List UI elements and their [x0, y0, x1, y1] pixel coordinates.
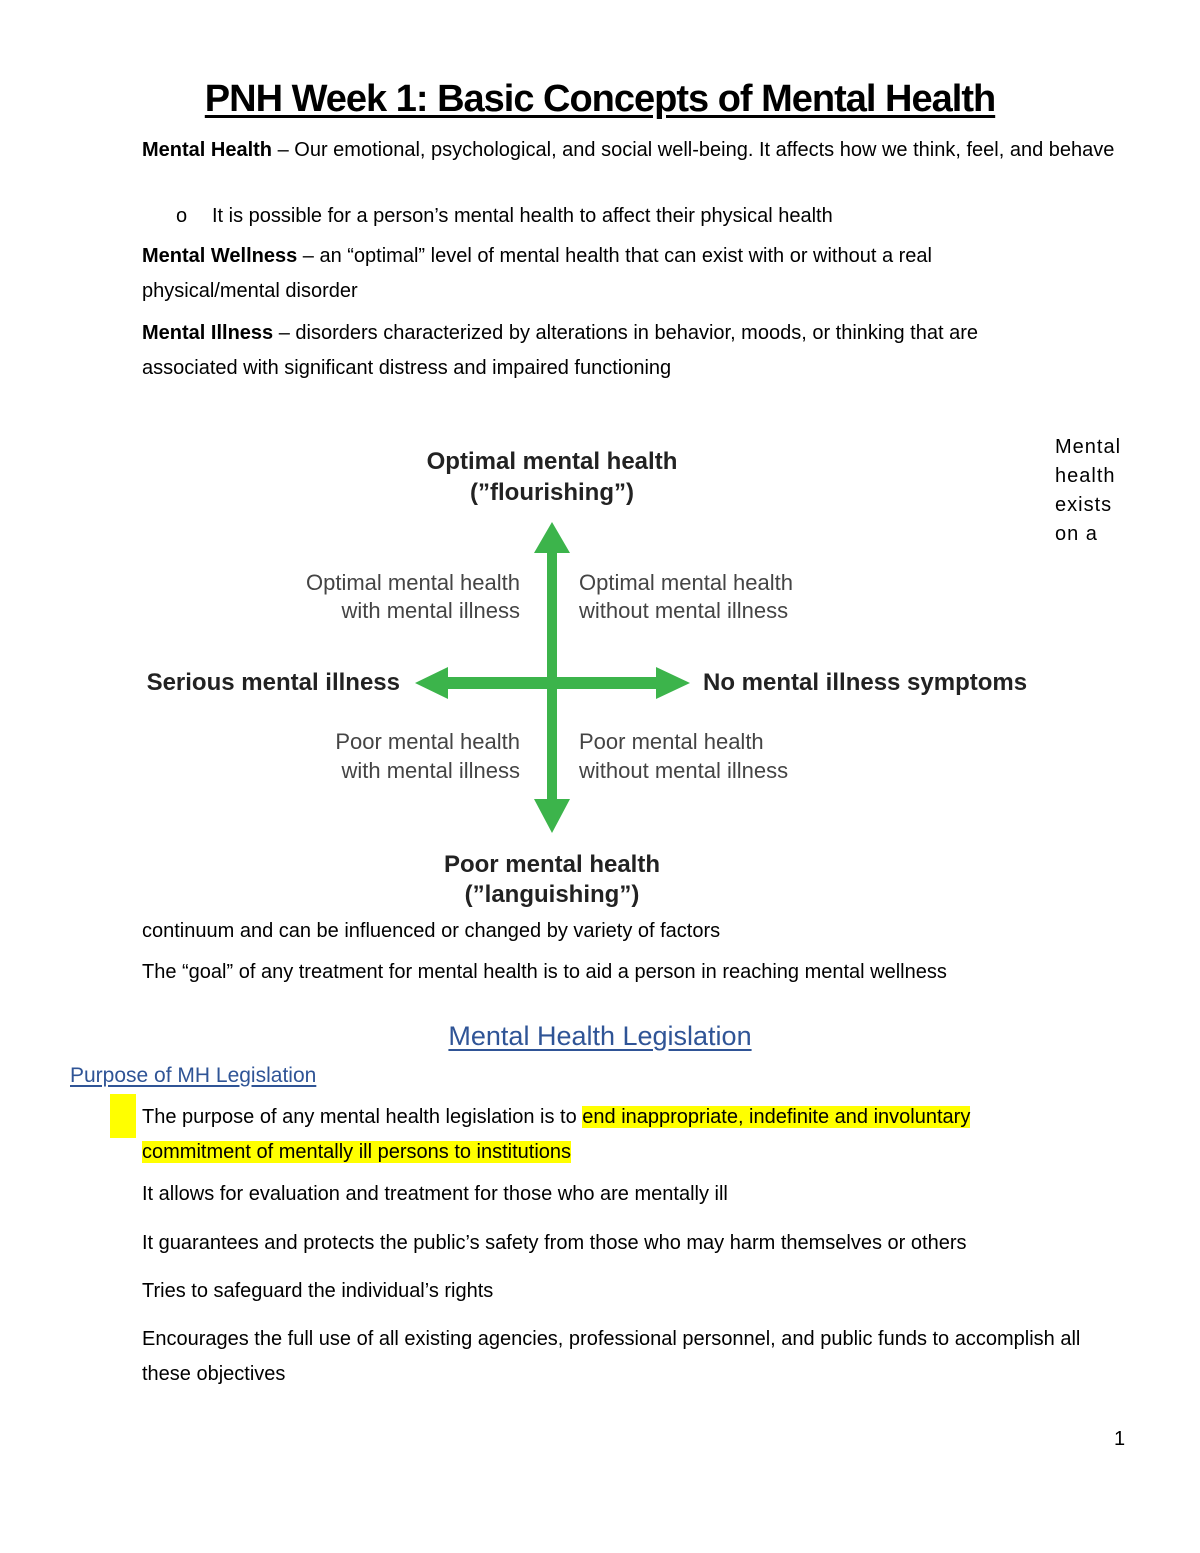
side-note-line: exists: [1055, 494, 1113, 516]
top-label-line2: (”flourishing”): [470, 479, 634, 506]
legislation-item: It allows for evaluation and treatment for those who are mentally ill: [142, 1183, 728, 1205]
quadrant-top-left-line2: with mental illness: [341, 598, 520, 623]
legislation-purpose: [142, 1100, 1102, 1170]
quadrant-top-left-line1: Optimal mental health: [306, 570, 520, 595]
mental-wellness-text: – an “optimal” level of mental health that can exist with or without a real physical/mental disorder: [142, 245, 932, 302]
purpose-lead-text: The purpose of any mental health legislation is to: [142, 1106, 583, 1128]
mental-health-definition: [142, 133, 1132, 168]
continuum-text: continuum and can be influenced or changed by variety of factors: [142, 920, 721, 942]
purpose-highlight-2: commitment of mentally ill persons to institutions: [142, 1141, 572, 1163]
quadrant-bottom-left-line1: Poor mental health: [335, 729, 520, 754]
legislation-item: It guarantees and protects the public’s safety from those who may harm themselves or others: [142, 1232, 967, 1254]
legislation-section-title: Mental Health Legislation: [448, 1021, 752, 1051]
quadrant-bottom-left-line2: with mental illness: [341, 758, 520, 783]
top-label-line1: Optimal mental health: [426, 448, 678, 475]
quadrant-bottom-right-line2: without mental illness: [579, 758, 789, 783]
mental-health-term: Mental Health: [142, 139, 273, 161]
legislation-subheading: Purpose of MH Legislation: [70, 1064, 317, 1087]
bullet-marker: o: [176, 205, 188, 227]
purpose-highlight-1: end inappropriate, indefinite and involuntary: [582, 1106, 971, 1128]
side-note-line: health: [1055, 465, 1116, 487]
quadrant-bottom-right-line1: Poor mental health: [579, 729, 764, 754]
legislation-item: Tries to safeguard the individual’s rights: [142, 1280, 494, 1302]
mental-illness-definition: [142, 316, 1062, 386]
bottom-label-line1: Poor mental health: [443, 851, 661, 878]
side-note-line: Mental: [1055, 436, 1122, 458]
mental-health-text: – Our emotional, psychological, and social well-being. It affects how we think, feel, and behave: [272, 139, 1115, 161]
quadrant-top-right-line2: without mental illness: [579, 598, 789, 623]
side-note: [1055, 433, 1121, 549]
physical-health-bullet: It is possible for a person’s mental health to affect their physical health: [212, 205, 833, 227]
page-number: 1: [1114, 1428, 1126, 1450]
treatment-goal-text: The “goal” of any treatment for mental health is to aid a person in reaching mental wellness: [142, 961, 947, 983]
mental-illness-text: – disorders characterized by alterations in behavior, moods, or thinking that are associated with significant distress and impaired functioning: [142, 322, 978, 379]
mental-illness-term: Mental Illness: [142, 322, 274, 344]
mental-health-continuum-diagram: [130, 435, 1050, 915]
page-title: PNH Week 1: Basic Concepts of Mental Health: [204, 78, 996, 120]
mental-wellness-definition: [142, 239, 1042, 309]
side-note-line: on a: [1055, 523, 1098, 545]
mental-wellness-term: Mental Wellness: [142, 245, 298, 267]
highlight-marker: [110, 1094, 136, 1138]
left-label: Serious mental illness: [146, 669, 400, 696]
quadrant-top-right-line1: Optimal mental health: [579, 570, 793, 595]
legislation-item: Encourages the full use of all existing agencies, professional personnel, and public funds to accomplish all these objectives: [142, 1328, 1081, 1385]
bottom-label-line2: (”languishing”): [464, 881, 640, 908]
right-label: No mental illness symptoms: [703, 669, 1028, 696]
